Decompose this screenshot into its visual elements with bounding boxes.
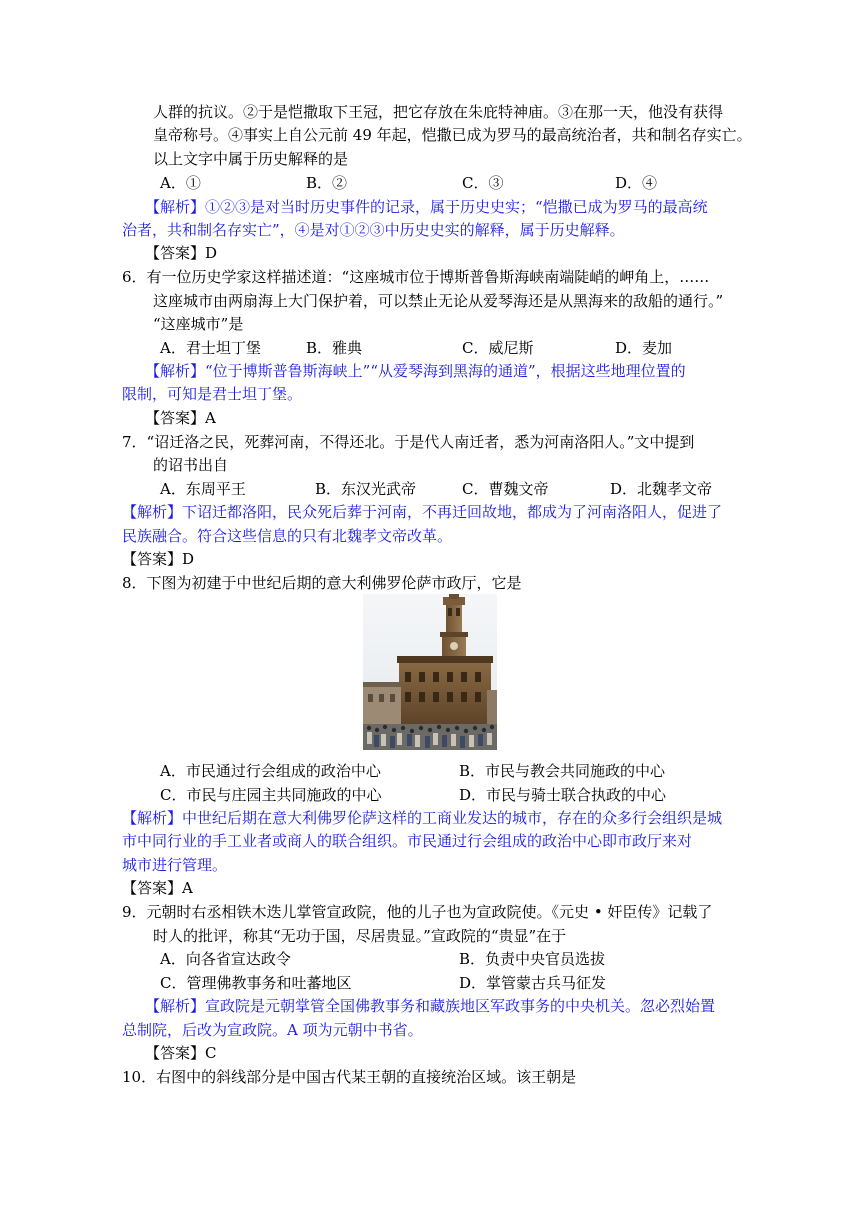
q6-line-2: 这座城市由两扇海上大门保护着，可以禁止无论从爱琴海还是从黑海来的敌船的通行。” (153, 292, 724, 310)
q9-option-b: B．负责中央官员选拔 (459, 950, 606, 968)
q5-option-a: A．① (160, 174, 201, 192)
q6-answer: 【答案】A (145, 409, 216, 427)
q6-option-a: A．君士坦丁堡 (160, 339, 261, 357)
florence-town-hall-photo (363, 594, 497, 750)
q7-option-c: C．曹魏文帝 (462, 480, 549, 498)
q9-option-c: C．管理佛教事务和吐蕃地区 (160, 974, 352, 992)
q7-analysis-2: 民族融合。符合这些信息的只有北魏孝文帝改革。 (122, 527, 453, 545)
q5-option-d: D．④ (615, 174, 658, 192)
q5-option-c: C．③ (462, 174, 504, 192)
q9-analysis-2: 总制院，后改为宣政院。A 项为元朝中书省。 (122, 1021, 423, 1039)
q9-line-1: 9．元朝时右丞相铁木迭儿掌管宣政院，他的儿子也为宣政院使。《元史 • 奸臣传》记载了 (122, 903, 713, 921)
q6-analysis-1: 【解析】“位于博斯普鲁斯海峡上”“从爱琴海到黑海的通道”，根据这些地理位置的 (145, 362, 686, 380)
q10-stem: 10．右图中的斜线部分是中国古代某王朝的直接统治区域。该王朝是 (122, 1068, 577, 1086)
q7-answer: 【答案】D (122, 550, 195, 568)
q5-option-b: B．② (306, 174, 348, 192)
q8-analysis-3: 城市进行管理。 (122, 856, 228, 874)
q6-option-b: B．雅典 (306, 339, 363, 357)
q9-option-a: A．向各省宣达政令 (160, 950, 291, 968)
q9-line-2: 时人的批评，称其“无功于国，尽居贵显。”宣政院的“贵显”在于 (153, 927, 567, 945)
q5-answer: 【答案】D (145, 244, 218, 262)
q7-option-d: D．北魏孝文帝 (610, 480, 713, 498)
q8-option-b: B．市民与教会共同施政的中心 (459, 762, 666, 780)
q8-answer: 【答案】A (122, 879, 193, 897)
q6-line-1: 6．有一位历史学家这样描述道：“这座城市位于博斯普鲁斯海峡南端陡峭的岬角上，…… (122, 268, 710, 286)
q8-analysis-1: 【解析】中世纪后期在意大利佛罗伦萨这样的工商业发达的城市，存在的众多行会组织是城 (122, 809, 723, 827)
q7-option-b: B．东汉光武帝 (315, 480, 417, 498)
q9-option-d: D．掌管蒙古兵马征发 (459, 974, 607, 992)
q8-analysis-2: 市中同行业的手工业者或商人的联合组织。市民通过行会组成的政治中心即市政厅来对 (122, 832, 693, 850)
q6-option-d: D．麦加 (615, 339, 673, 357)
q6-option-c: C．威尼斯 (462, 339, 534, 357)
q5-analysis-2: 治者，共和制名存实亡”，④是对①②③中历史史实的解释，属于历史解释。 (122, 221, 625, 239)
q8-stem: 8．下图为初建于中世纪后期的意大利佛罗伦萨市政厅，它是 (122, 574, 522, 592)
q5-analysis-1: 【解析】①②③是对当时历史事件的记录，属于历史史实；“恺撒已成为罗马的最高统 (145, 198, 708, 216)
q6-stem: “这座城市”是 (153, 315, 244, 333)
q9-answer: 【答案】C (145, 1044, 217, 1062)
q8-option-a: A．市民通过行会组成的政治中心 (160, 762, 381, 780)
q6-analysis-2: 限制，可知是君士坦丁堡。 (122, 385, 303, 403)
q7-line-1: 7．“诏迁洛之民，死葬河南，不得还北。于是代人南迁者，悉为河南洛阳人。”文中提到 (122, 433, 695, 451)
q8-option-d: D．市民与骑士联合执政的中心 (459, 786, 667, 804)
q8-option-c: C．市民与庄园主共同施政的中心 (160, 786, 382, 804)
q7-option-a: A．东周平王 (160, 480, 246, 498)
q5-stem: 以上文字中属于历史解释的是 (153, 150, 349, 168)
q5-line-2: 皇帝称号。④事实上自公元前 49 年起，恺撒已成为罗马的最高统治者，共和制名存实亡。 (153, 126, 752, 144)
q5-line-1: 人群的抗议。②于是恺撒取下王冠，把它存放在朱庇特神庙。③在那一天，他没有获得 (153, 103, 724, 121)
q7-analysis-1: 【解析】下诏迁都洛阳，民众死后葬于河南，不再迁回故地，都成为了河南洛阳人，促进了 (122, 503, 723, 521)
q7-line-2: 的诏书出自 (153, 456, 229, 474)
q9-analysis-1: 【解析】宣政院是元朝掌管全国佛教事务和藏族地区军政事务的中央机关。忽必烈始置 (145, 997, 716, 1015)
